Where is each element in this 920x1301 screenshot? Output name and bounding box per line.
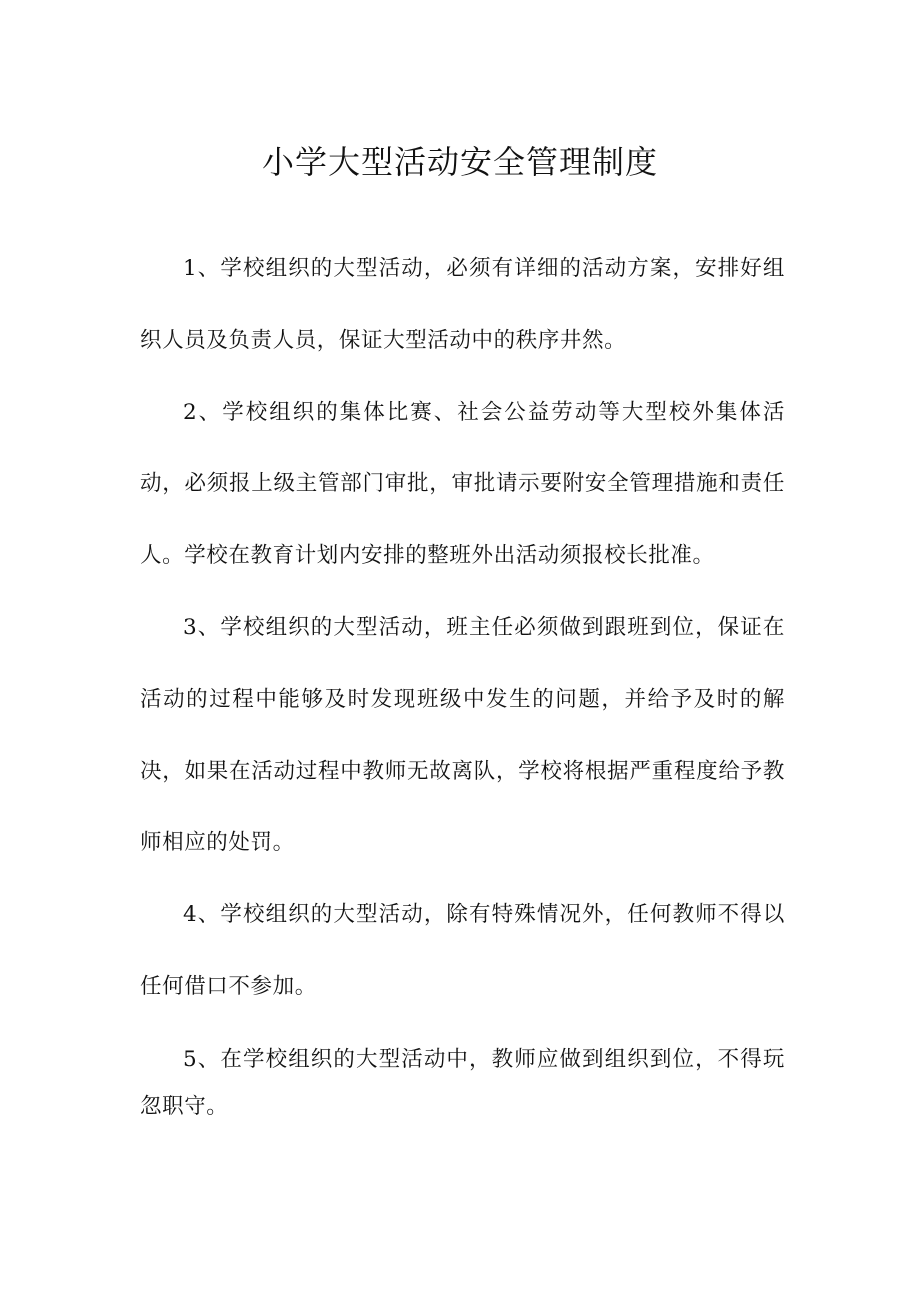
paragraph-1: 1、学校组织的大型活动，必须有详细的活动方案，安排好组织人员及负责人员，保证大型活动中的秩序井然。	[140, 256, 785, 353]
paragraph-4: 4、学校组织的大型活动，除有特殊情况外，任何教师不得以任何借口不参加。	[140, 902, 785, 999]
document-body	[140, 233, 785, 1130]
paragraph-3: 3、学校组织的大型活动，班主任必须做到跟班到位，保证在活动的过程中能够及时发现班级中发生的问题，并给予及时的解决，如果在活动过程中教师无故离队，学校将根据严重程度给予教师相应的处罚。	[140, 614, 785, 856]
document-title: 小学大型活动安全管理制度	[261, 143, 658, 181]
paragraph-5: 5、在学校组织的大型活动中，教师应做到组织到位，不得玩忽职守。	[140, 1046, 785, 1119]
paragraph-2: 2、学校组织的集体比赛、社会公益劳动等大型校外集体活动，必须报上级主管部门审批，审批请示要附安全管理措施和责任人。学校在教育计划内安排的整班外出活动须报校长批准。	[140, 399, 785, 569]
